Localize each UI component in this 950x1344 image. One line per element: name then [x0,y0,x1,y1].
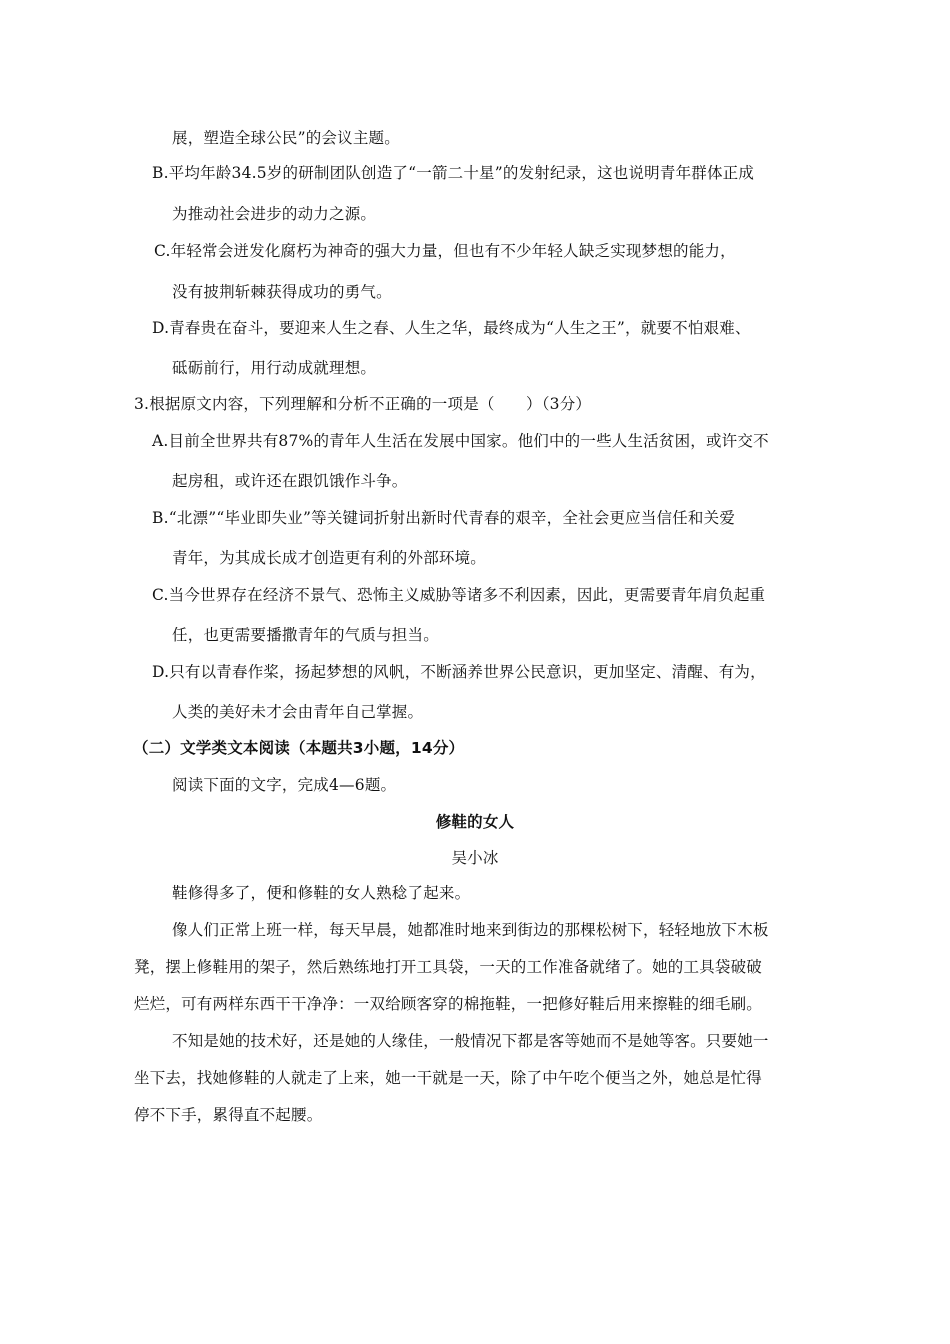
story-paragraph-3-line1: 不知是她的技术好，还是她的人缘佳，一般情况下都是客等她而不是她等客。只要她一 [172,1032,769,1050]
q2-option-b-line1: B.平均年龄34.5岁的研制团队创造了“一箭二十星”的发射纪录，这也说明青年群体正成 [152,164,755,182]
section-heading: （二）文学类文本阅读（本题共3小题，14分） [133,739,465,757]
q3-option-a-line2: 起房租，或许还在跟饥饿作斗争。 [172,472,408,490]
q2-option-d-line1: D.青春贵在奋斗，要迎来人生之春、人生之华，最终成为“人生之王”，就要不怕艰难、 [152,319,751,337]
story-title: 修鞋的女人 [435,813,515,831]
q3-option-d-line1: D.只有以青春作桨，扬起梦想的风帆，不断涵养世界公民意识，更加坚定、清醒、有为， [152,663,766,681]
section-instruction: 阅读下面的文字，完成4—6题。 [172,776,397,794]
story-paragraph-3-line2: 坐下去，找她修鞋的人就走了上来，她一干就是一天，除了中午吃个便当之外，她总是忙得 [134,1069,763,1087]
q3-stem: 3.根据原文内容，下列理解和分析不正确的一项是（ ）（3分） [134,395,592,413]
q3-option-b-line1: B.“北漂”“毕业即失业”等关键词折射出新时代青春的艰辛，全社会更应当信任和关爱 [152,509,736,527]
q3-option-c-line1: C.当今世界存在经济不景气、恐怖主义威胁等诸多不利因素，因此，更需要青年肩负起重 [152,586,766,604]
q3-option-a-line1: A.目前全世界共有87%的青年人生活在发展中国家。他们中的一些人生活贫困，或许交不 [152,432,769,450]
story-paragraph-3-line3: 停不下手，累得直不起腰。 [134,1106,323,1124]
q2-option-a-continuation: 展，塑造全球公民”的会议主题。 [172,129,400,147]
q3-option-c-line2: 任，也更需要播撒青年的气质与担当。 [172,626,439,644]
story-author: 吴小冰 [451,849,499,867]
q2-option-c-line2: 没有披荆斩棘获得成功的勇气。 [172,283,392,301]
story-paragraph-1: 鞋修得多了，便和修鞋的女人熟稔了起来。 [172,884,471,902]
q2-option-d-line2: 砥砺前行，用行动成就理想。 [172,359,377,377]
q2-option-c-line1: C.年轻常会迸发化腐朽为神奇的强大力量，但也有不少年轻人缺乏实现梦想的能力， [154,242,736,260]
story-paragraph-2-line3: 烂烂，可有两样东西干干净净：一双给顾客穿的棉拖鞋，一把修好鞋后用来擦鞋的细毛刷。 [134,995,763,1013]
story-paragraph-2-line1: 像人们正常上班一样，每天早晨，她都准时地来到街边的那棵松树下，轻轻地放下木板 [172,921,769,939]
q2-option-b-line2: 为推动社会进步的动力之源。 [172,205,377,223]
q3-option-d-line2: 人类的美好未才会由青年自己掌握。 [172,703,424,721]
q3-option-b-line2: 青年，为其成长成才创造更有利的外部环境。 [172,549,487,567]
story-paragraph-2-line2: 凳，摆上修鞋用的架子，然后熟练地打开工具袋，一天的工作准备就绪了。她的工具袋破破 [134,958,763,976]
